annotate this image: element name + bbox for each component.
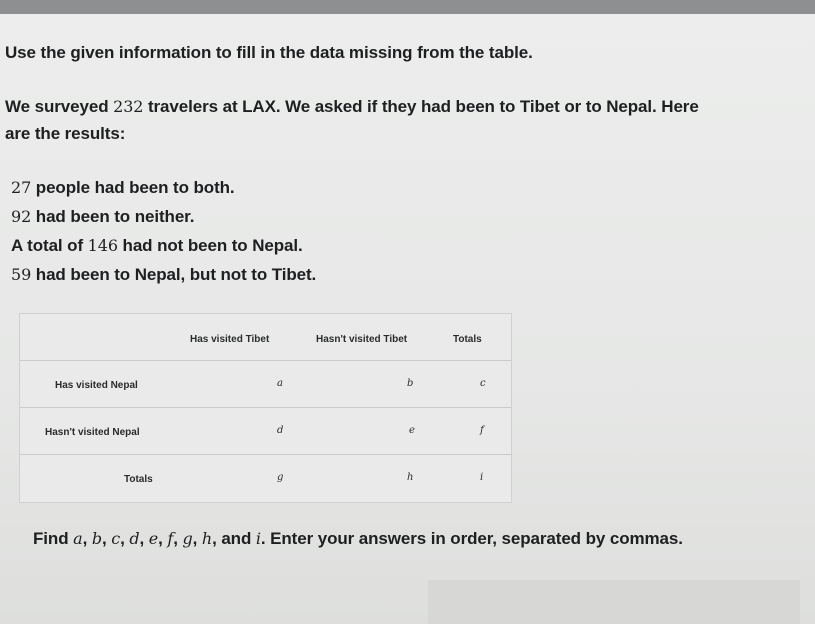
col-header-visited-tibet: Has visited Tibet xyxy=(190,334,270,345)
cell-h: h xyxy=(407,472,414,483)
row-header-visited-nepal: Has visited Nepal xyxy=(55,380,138,391)
survey-line-1: We surveyed 232 travelers at LAX. We asked if they had been to Tibet or to Nepal. Here xyxy=(5,97,699,116)
question-text: Find a, b, c, d, e, f, g, h, and i. Enter your answers in order, separated by commas. xyxy=(33,529,683,548)
cell-f: f xyxy=(480,425,484,436)
answer-area[interactable] xyxy=(428,580,800,624)
fact-nepal-not-tibet: 59 had been to Nepal, but not to Tibet. xyxy=(11,265,317,284)
cell-i: i xyxy=(480,472,484,483)
row-header-not-visited-nepal: Hasn't visited Nepal xyxy=(45,427,140,438)
cell-e: e xyxy=(409,425,415,436)
cell-b: b xyxy=(407,378,414,389)
survey-line-2: are the results: xyxy=(5,124,126,143)
cell-d: d xyxy=(277,425,284,436)
cell-a: a xyxy=(277,378,283,389)
col-header-totals: Totals xyxy=(453,334,482,345)
table-divider xyxy=(20,454,511,455)
row-header-totals: Totals xyxy=(124,474,153,485)
fact-both: 27 people had been to both. xyxy=(11,178,235,197)
table-divider xyxy=(20,407,511,408)
fact-neither: 92 had been to neither. xyxy=(11,207,195,226)
table-divider xyxy=(20,360,511,361)
col-header-not-visited-tibet: Hasn't visited Tibet xyxy=(316,334,408,345)
cell-c: c xyxy=(480,378,486,389)
top-bar xyxy=(0,0,815,14)
data-table xyxy=(19,313,512,503)
fact-not-nepal: A total of 146 had not been to Nepal. xyxy=(11,236,303,255)
instruction-text: Use the given information to fill in the data missing from the table. xyxy=(5,43,533,62)
cell-g: g xyxy=(277,472,284,483)
